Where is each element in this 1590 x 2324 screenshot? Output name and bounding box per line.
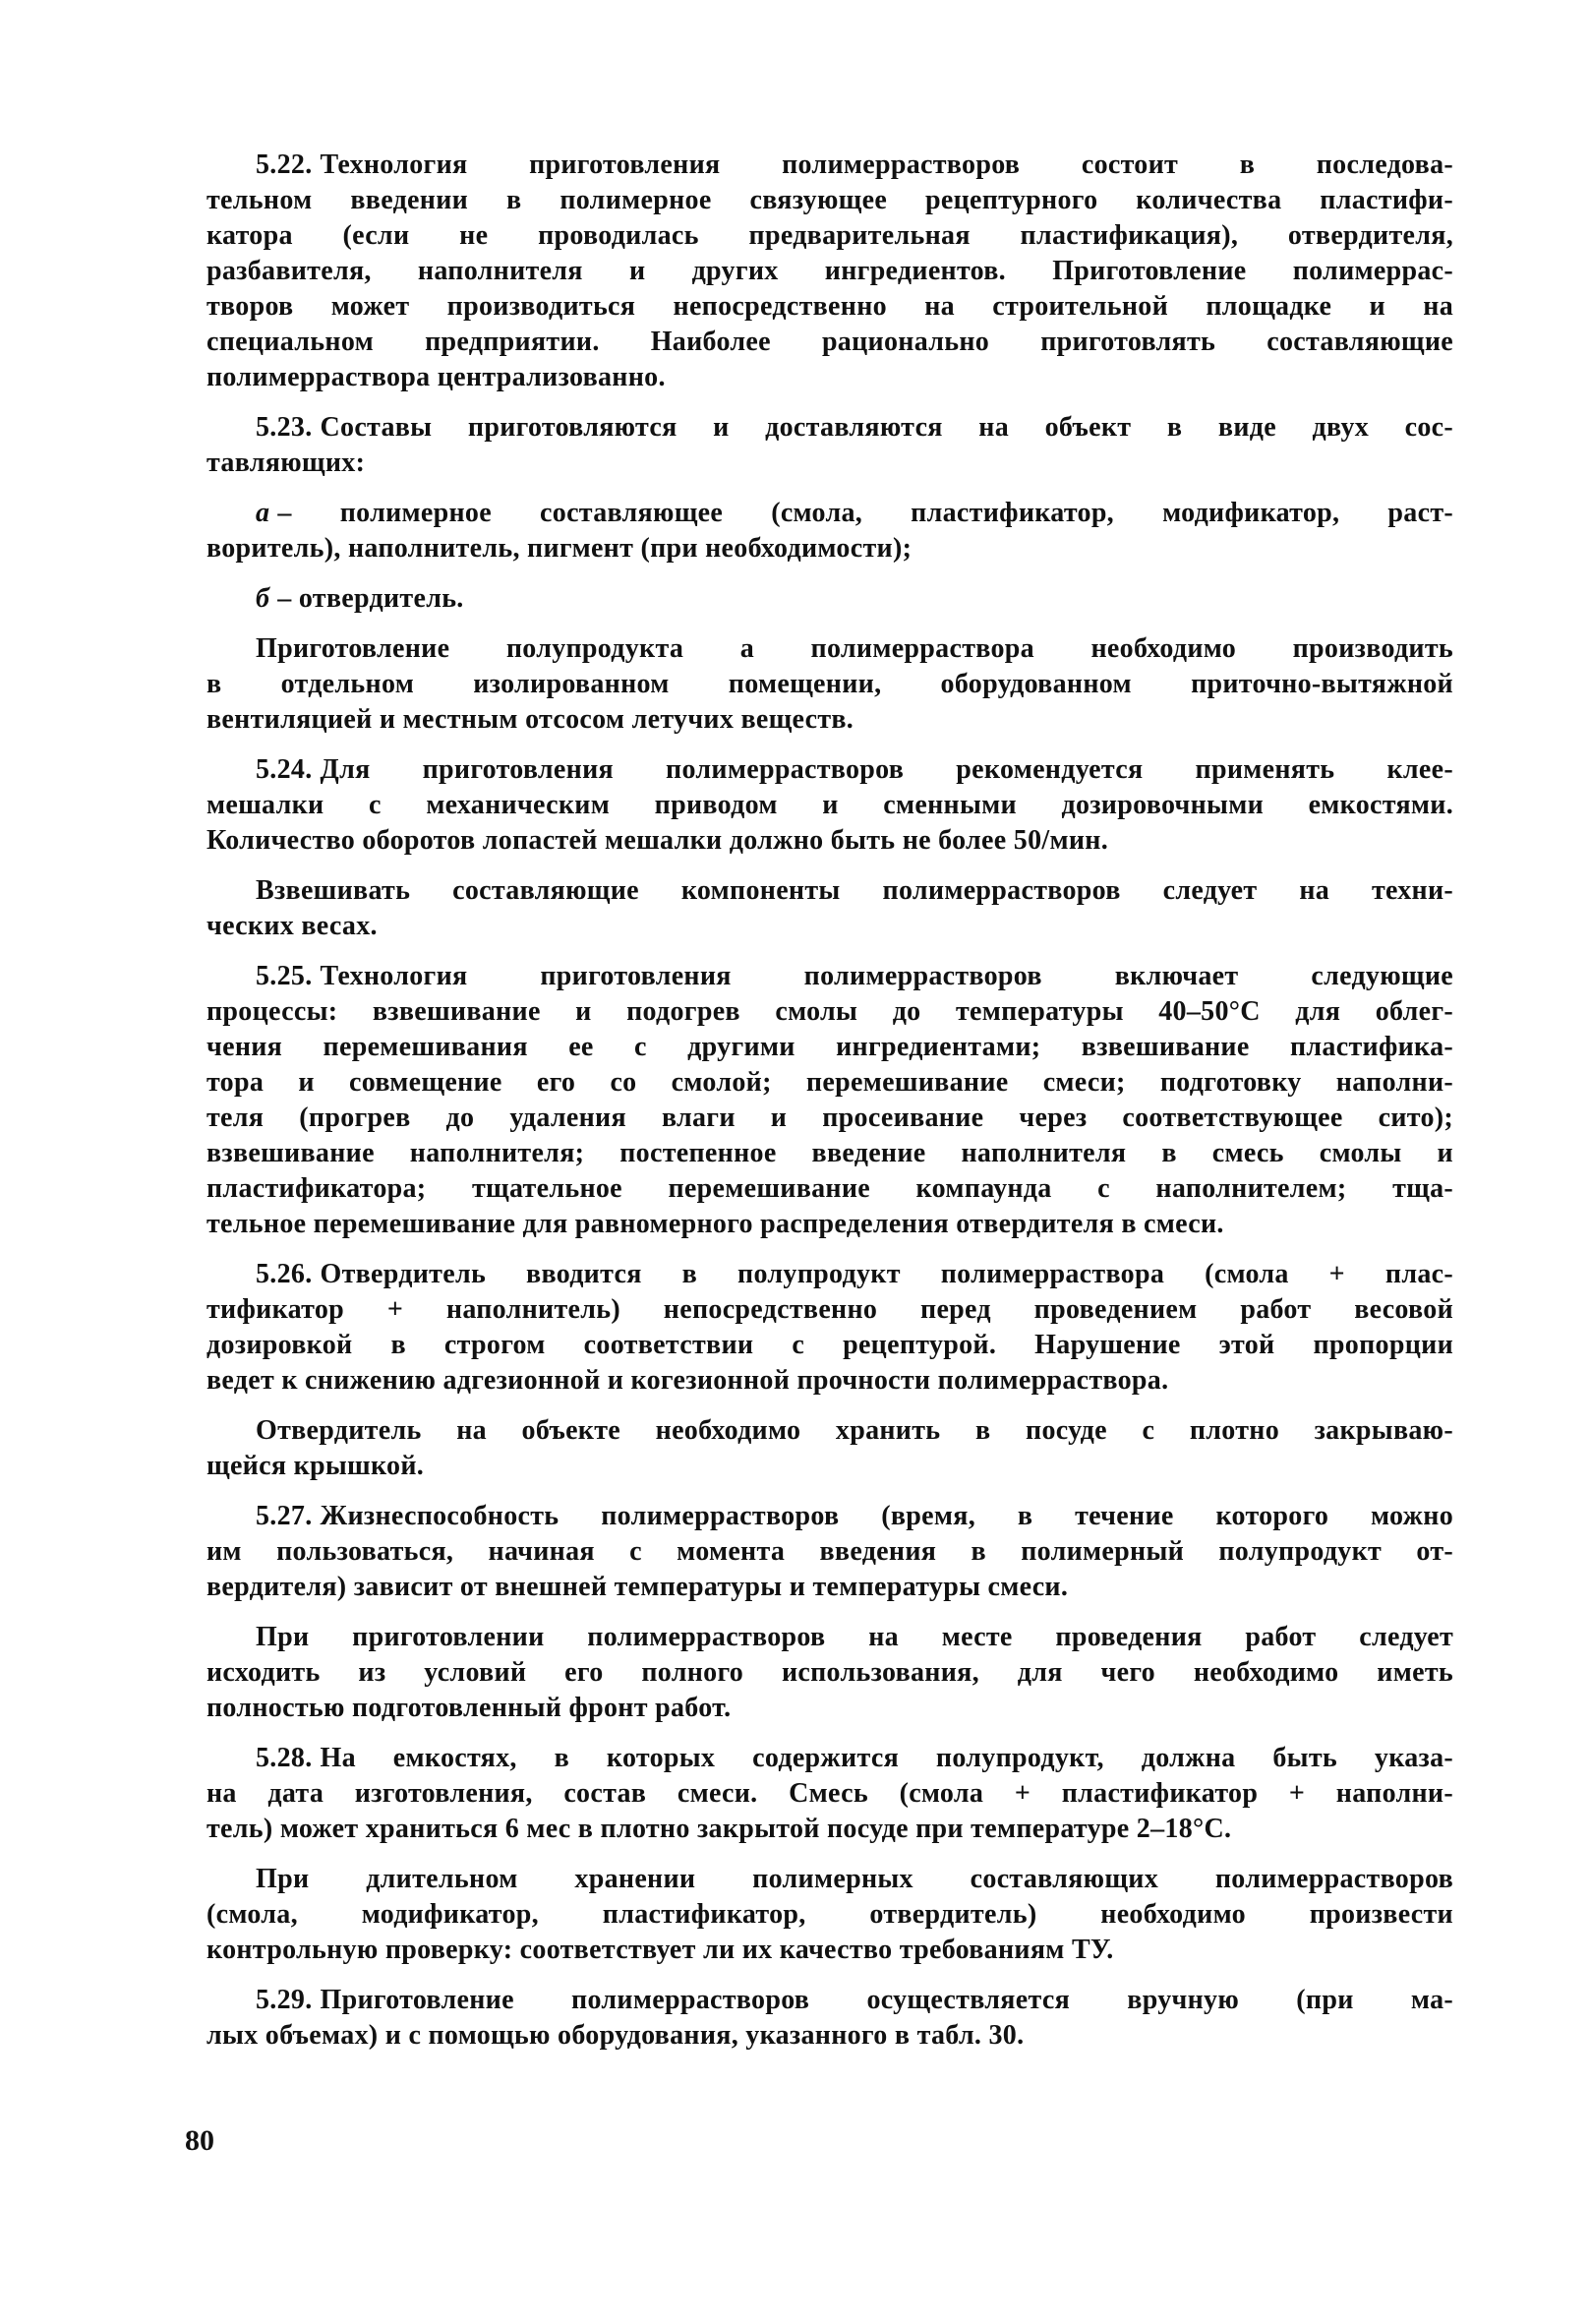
section-number: 5.22. [256,149,313,180]
line-text: тавляющих: [206,447,366,478]
text-line [206,1030,1453,1065]
line-text: взвешивание наполнителя; постепенное введение наполнителя в смесь смолы и [206,1138,1453,1168]
text-line [206,360,1453,395]
line-text: Взвешивать составляющие компоненты полимеррастворов следует на техни- [256,875,1453,906]
section-number: 5.28. [256,1743,313,1773]
line-text: теля (прогрев до удаления влаги и просеивание через соответствующее сито); [206,1102,1453,1133]
section-number: 5.29. [256,1985,313,2015]
line-text: специальном предприятии. Наиболее рационально приготовлять составляющие [206,327,1453,357]
text-line [206,1207,1453,1242]
text-line [206,1570,1453,1605]
text-line [206,1499,1453,1534]
text-line [206,1655,1453,1691]
text-line [206,873,1453,909]
line-text: тификатор + наполнитель) непосредственно перед проведением работ весовой [206,1294,1453,1325]
text-line [206,1328,1453,1363]
line-text: разбавителя, наполнителя и других ингредиентов. Приготовление полимеррас- [206,256,1453,286]
text-line [206,496,1453,531]
list-marker: а [256,498,270,528]
text-line [206,959,1453,994]
line-text: Отвердитель на объекте необходимо хранить в посуде с плотно закрываю- [256,1415,1453,1446]
line-text: тельном введении в полимерное связующее рецептурного количества пластифи- [206,185,1453,215]
paragraph [206,631,1453,738]
paragraph [206,1620,1453,1726]
text-line [206,581,1453,617]
text-line [206,1534,1453,1570]
text-line [206,1933,1453,1968]
text-line [206,1897,1453,1933]
line-text: Составы приготовляются и доставляются на объект в виде двух сос- [320,412,1453,443]
text-line [206,1413,1453,1449]
text-line [206,1065,1453,1101]
text-line [206,1363,1453,1399]
section-paragraph [206,1983,1453,2054]
line-text: Приготовление полимеррастворов осуществляется вручную (при ма- [320,1985,1453,2015]
text-line [206,1691,1453,1726]
line-text: На емкостях, в которых содержится полупродукт, должна быть указа- [320,1743,1453,1773]
text-line [206,823,1453,859]
line-text: При приготовлении полимеррастворов на месте проведения работ следует [256,1622,1453,1652]
section-paragraph [206,752,1453,859]
text-line [206,410,1453,446]
line-text: творов может производиться непосредственно на строительной площадке и на [206,291,1453,322]
text-line [206,909,1453,944]
text-line [206,446,1453,481]
text-line [206,1449,1453,1484]
list-marker: б [256,583,270,614]
line-text: тора и совмещение его со смолой; перемешивание смеси; подготовку наполни- [206,1067,1453,1098]
paragraph [206,873,1453,944]
text-line [206,788,1453,823]
line-text: Технология приготовления полимеррастворов включает следующие [320,961,1453,991]
line-text: Отвердитель вводится в полупродукт полимерраствора (смола + плас- [320,1259,1453,1289]
line-text: Жизнеспособность полимеррастворов (время, в течение которого можно [320,1501,1453,1531]
text-line [206,667,1453,702]
line-text: полностью подготовленный фронт работ. [206,1693,732,1723]
text-line [206,1136,1453,1171]
section-paragraph [206,1741,1453,1847]
line-text: – полимерное составляющее (смола, пластификатор, модификатор, раст- [277,498,1453,528]
text-line [206,702,1453,738]
line-text: При длительном хранении полимерных составляющих полимеррастворов [256,1864,1453,1894]
line-text: Для приготовления полимеррастворов рекомендуется применять клее- [320,754,1453,785]
section-paragraph [206,1499,1453,1605]
section-number: 5.25. [256,961,313,991]
line-text: мешалки с механическим приводом и сменными дозировочными емкостями. [206,790,1453,820]
text-line [206,1983,1453,2018]
line-text: исходить из условий его полного использования, для чего необходимо иметь [206,1657,1453,1688]
paragraph [206,496,1453,566]
line-text: дозировкой в строгом соответствии с рецептурой. Нарушение этой пропорции [206,1330,1453,1360]
section-number: 5.26. [256,1259,313,1289]
text-line [206,218,1453,254]
line-text: Количество оборотов лопастей мешалки должно быть не более 50/мин. [206,825,1109,856]
line-text: лых объемах) и с помощью оборудования, указанного в табл. 30. [206,2020,1025,2051]
text-line [206,1862,1453,1897]
text-line [206,1171,1453,1207]
section-number: 5.27. [256,1501,313,1531]
line-text: щейся крышкой. [206,1451,425,1481]
line-text: чения перемешивания ее с другими ингредиентами; взвешивание пластифика- [206,1032,1453,1062]
line-text: Приготовление полупродукта а полимерраствора необходимо производить [256,633,1453,664]
section-paragraph [206,1257,1453,1399]
line-text: пластификатора; тщательное перемешивание компаунда с наполнителем; тща- [206,1173,1453,1204]
page-number: 80 [185,2124,214,2157]
text-line [206,183,1453,218]
text-line [206,148,1453,183]
text-line [206,1620,1453,1655]
text-line [206,1292,1453,1328]
text-line [206,1101,1453,1136]
line-text: полимерраствора централизованно. [206,362,666,392]
text-line [206,994,1453,1030]
paragraph [206,1413,1453,1484]
line-text: контрольную проверку: соответствует ли их качество требованиям ТУ. [206,1935,1114,1965]
line-text: воритель), наполнитель, пигмент (при необходимости); [206,533,913,564]
section-paragraph [206,148,1453,395]
line-text: (смола, модификатор, пластификатор, отвердитель) необходимо произвести [206,1899,1453,1930]
line-text: вентиляцией и местным отсосом летучих веществ. [206,704,854,735]
text-line [206,631,1453,667]
document-body [206,148,1453,2054]
text-line [206,254,1453,289]
line-text: им пользоваться, начиная с момента введения в полимерный полупродукт от- [206,1536,1453,1567]
line-text: на дата изготовления, состав смеси. Смесь (смола + пластификатор + наполни- [206,1778,1453,1809]
text-line [206,325,1453,360]
paragraph [206,581,1453,617]
text-line [206,289,1453,325]
line-text: вердителя) зависит от внешней температуры и температуры смеси. [206,1572,1069,1602]
section-paragraph [206,410,1453,481]
paragraph [206,1862,1453,1968]
text-line [206,1776,1453,1812]
line-text: тельное перемешивание для равномерного распределения отвердителя в смеси. [206,1209,1224,1239]
text-line [206,1257,1453,1292]
text-line [206,531,1453,566]
line-text: тель) может храниться 6 мес в плотно закрытой посуде при температуре 2–18°С. [206,1814,1232,1844]
section-number: 5.23. [256,412,313,443]
section-number: 5.24. [256,754,313,785]
line-text: катора (если не проводилась предварительная пластификация), отвердителя, [206,220,1453,251]
text-line [206,1741,1453,1776]
text-line [206,752,1453,788]
line-text: процессы: взвешивание и подогрев смолы до температуры 40–50°С для облег- [206,996,1453,1027]
line-text: ведет к снижению адгезионной и когезионной прочности полимерраствора. [206,1365,1169,1396]
line-text: Технология приготовления полимеррастворов состоит в последова- [320,149,1453,180]
text-line [206,1812,1453,1847]
section-paragraph [206,959,1453,1242]
text-line [206,2018,1453,2054]
line-text: в отдельном изолированном помещении, оборудованном приточно-вытяжной [206,669,1453,699]
line-text: ческих весах. [206,911,378,941]
line-text: – отвердитель. [277,583,464,614]
